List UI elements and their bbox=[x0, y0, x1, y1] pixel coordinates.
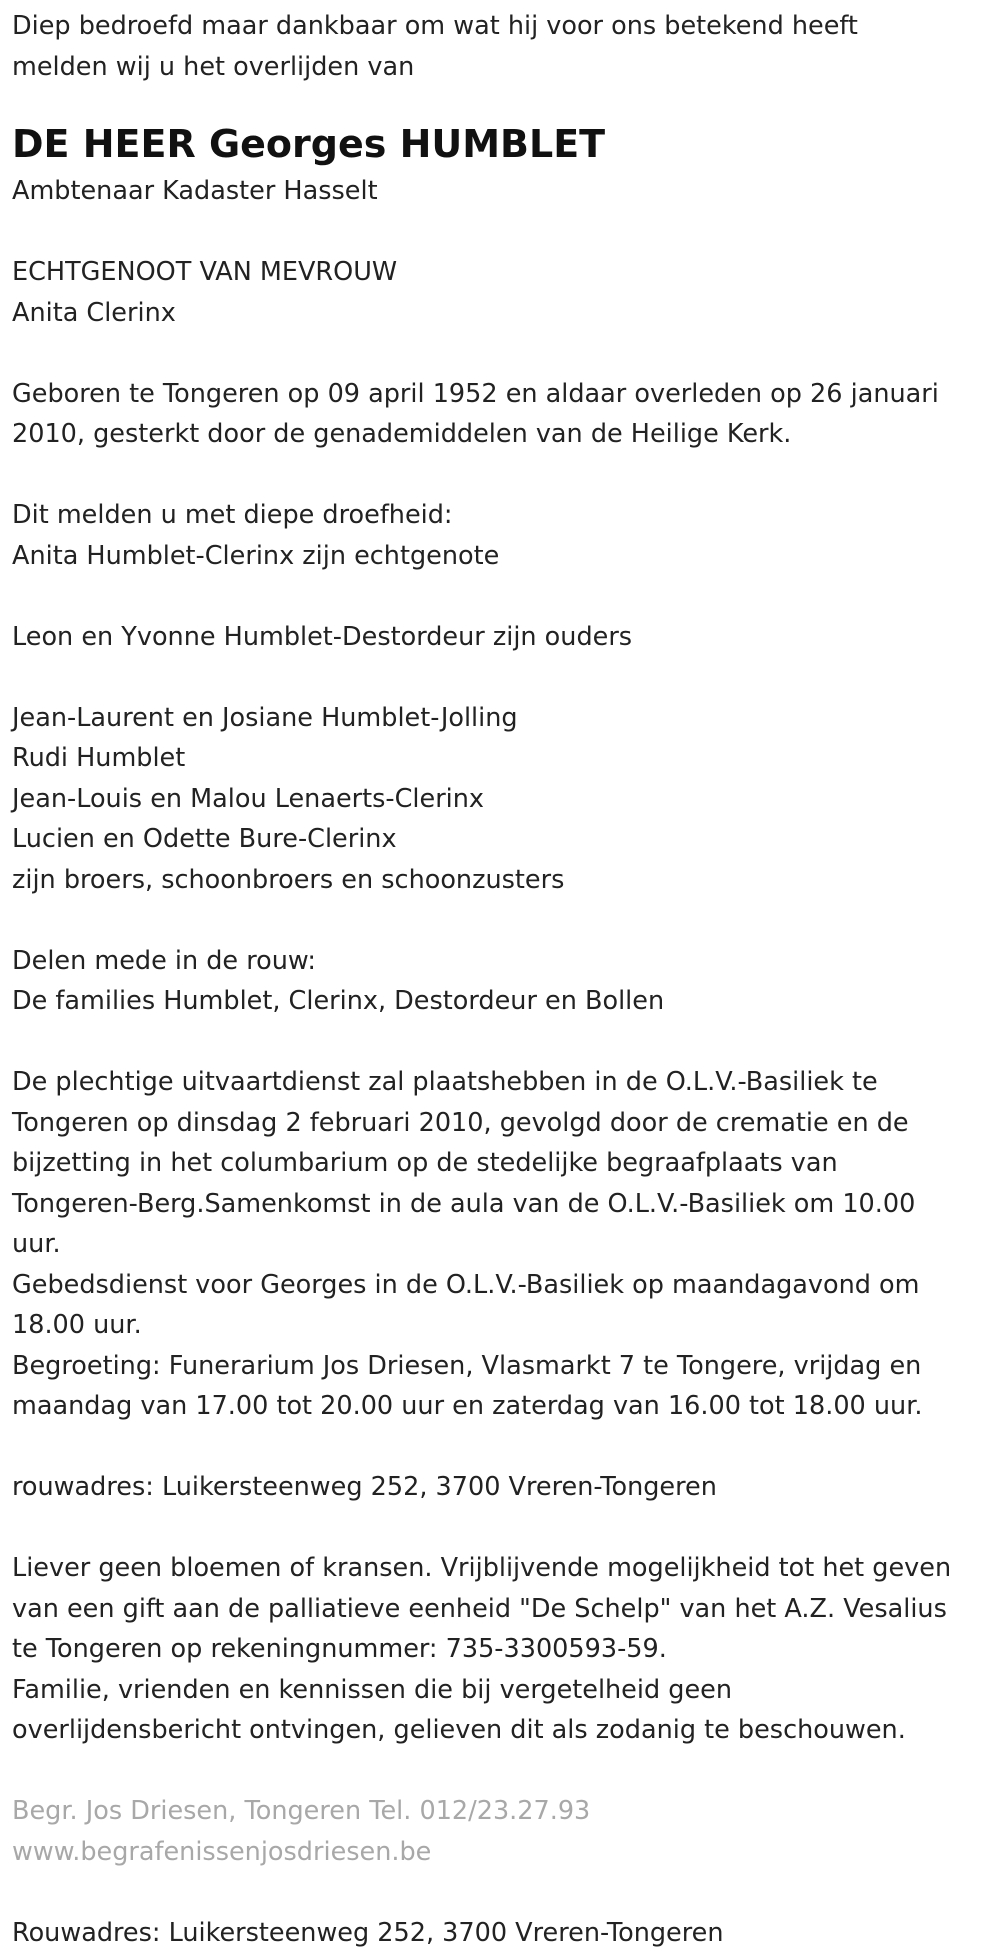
mourning-address: rouwadres: Luikersteenweg 252, 3700 Vreren-Tongeren bbox=[12, 1467, 988, 1508]
spacer bbox=[12, 455, 988, 496]
spouse-name: Anita Clerinx bbox=[12, 293, 988, 334]
funeral-service-text: De plechtige uitvaartdienst zal plaatshebben in de O.L.V.-Basiliek te Tongeren op dinsdag 2 februari 2010, gevolgd door de crematie en de bijzetting in het columbarium op de stedelijke begraafplaats van Tongeren-Berg.Samenkomst in de aula van de O.L.V.-Basiliek om 10.00 uur. bbox=[12, 1062, 988, 1265]
spacer bbox=[12, 576, 988, 617]
spacer bbox=[12, 333, 988, 374]
mourning-address-bottom: Rouwadres: Luikersteenweg 252, 3700 Vreren-Tongeren bbox=[12, 1913, 988, 1953]
spacer bbox=[12, 1427, 988, 1468]
sibling-line: Jean-Laurent en Josiane Humblet-Jolling bbox=[12, 698, 988, 739]
greeting-text: Begroeting: Funerarium Jos Driesen, Vlasmarkt 7 te Tongere, vrijdag en maandag van 17.00 tot 20.00 uur en zaterdag van 16.00 tot 18.00 uur. bbox=[12, 1346, 988, 1427]
notice-text: Familie, vrienden en kennissen die bij vergetelheid geen overlijdensbericht ontvingen, gelieven dit als zodanig te beschouwen. bbox=[12, 1670, 988, 1751]
spacer bbox=[12, 212, 988, 253]
intro-text: Diep bedroefd maar dankbaar om wat hij voor ons betekend heeft melden wij u het overlijden van bbox=[12, 6, 988, 87]
spacer bbox=[12, 657, 988, 698]
sharing-intro: Delen mede in de rouw: bbox=[12, 941, 988, 982]
spacer bbox=[12, 1508, 988, 1549]
sibling-line: Rudi Humblet bbox=[12, 738, 988, 779]
deceased-name: DE HEER Georges HUMBLET bbox=[12, 117, 988, 171]
spacer bbox=[12, 1022, 988, 1063]
mourners-intro: Dit melden u met diepe droefheid: bbox=[12, 495, 988, 536]
spacer bbox=[12, 87, 988, 117]
sharing-families: De families Humblet, Clerinx, Destordeur en Bollen bbox=[12, 981, 988, 1022]
spouse-label: ECHTGENOOT VAN MEVROUW bbox=[12, 252, 988, 293]
donation-text: Liever geen bloemen of kransen. Vrijblijvende mogelijkheid tot het geven van een gift aan de palliatieve eenheid "De Schelp" van het A.Z. Vesalius te Tongeren op rekeningnummer: 735-3300593-59. bbox=[12, 1548, 988, 1670]
sibling-line: Lucien en Odette Bure-Clerinx bbox=[12, 819, 988, 860]
mourner-parents-line: Leon en Yvonne Humblet-Destordeur zijn ouders bbox=[12, 617, 988, 658]
spacer bbox=[12, 900, 988, 941]
prayer-service-text: Gebedsdienst voor Georges in de O.L.V.-Basiliek op maandagavond om 18.00 uur. bbox=[12, 1265, 988, 1346]
deceased-occupation: Ambtenaar Kadaster Hasselt bbox=[12, 171, 988, 212]
undertaker-website: www.begrafenissenjosdriesen.be bbox=[12, 1832, 988, 1873]
siblings-relation: zijn broers, schoonbroers en schoonzusters bbox=[12, 860, 988, 901]
mourner-spouse-line: Anita Humblet-Clerinx zijn echtgenote bbox=[12, 536, 988, 577]
spacer bbox=[12, 1872, 988, 1913]
sibling-line: Jean-Louis en Malou Lenaerts-Clerinx bbox=[12, 779, 988, 820]
birth-death-text: Geboren te Tongeren op 09 april 1952 en aldaar overleden op 26 januari 2010, gesterkt door de genademiddelen van de Heilige Kerk. bbox=[12, 374, 988, 455]
spacer bbox=[12, 1751, 988, 1792]
undertaker-info: Begr. Jos Driesen, Tongeren Tel. 012/23.27.93 bbox=[12, 1791, 988, 1832]
